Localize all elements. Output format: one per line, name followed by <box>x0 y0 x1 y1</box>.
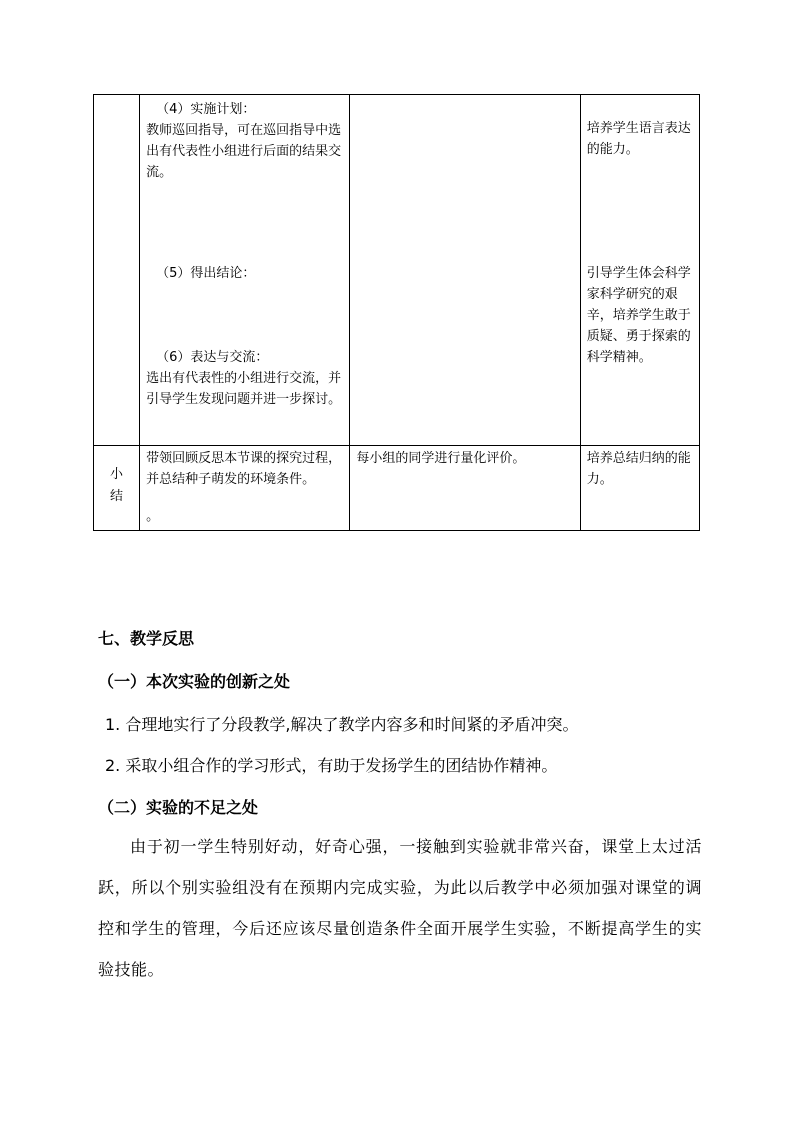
table-row <box>94 446 700 531</box>
lesson-plan-table <box>93 94 700 531</box>
stage-cell <box>94 95 140 446</box>
summary-student-text: 每小组的同学进行量化评价。 <box>356 451 526 466</box>
step-6-body: 选出有代表性的小组进行交流，并引导学生发现问题并进一步探讨。 <box>146 371 342 407</box>
student-activity-cell <box>350 446 580 531</box>
teacher-activity-cell <box>140 446 350 531</box>
stage-label-char-2: 结 <box>110 489 124 504</box>
step-5-title: （5）得出结论： <box>156 266 256 281</box>
subsection-title-innovation: （一）本次实验的创新之处 <box>98 672 291 691</box>
stage-cell-summary <box>94 446 140 531</box>
list-item: 1. 合理地实行了分段教学,解决了教学内容多和时间紧的矛盾冲突。 <box>105 715 579 734</box>
list-item: 2. 采取小组合作的学习形式，有助于发扬学生的团结协作精神。 <box>105 756 558 775</box>
student-activity-cell <box>350 95 580 446</box>
step-6-title: （6）表达与交流： <box>156 350 269 365</box>
section-title: 七、教学反思 <box>98 629 195 648</box>
step-4-body: 教师巡回指导，可在巡回指导中选出有代表性小组进行后面的结果交流。 <box>146 123 342 180</box>
reflection-paragraph: 由于初一学生特别好动，好奇心强，一接触到实验就非常兴奋，课堂上太过活跃，所以个别实验组没有在预期内完成实验，为此以后教学中必须加强对课堂的调控和学生的管理，今后还应该尽量创造条件全面开展学生实验，不断提高学生的实验技能。 <box>98 837 702 979</box>
intent-language: 培养学生语言表达的能力。 <box>586 121 691 157</box>
summary-intent-text: 培养总结归纳的能力。 <box>586 451 691 487</box>
teacher-activity-cell <box>140 95 350 446</box>
intent-science-spirit: 引导学生体会科学家科学研究的艰辛，培养学生敢于质疑、勇于探索的科学精神。 <box>586 266 691 365</box>
summary-teacher-text: 带领回顾反思本节课的探究过程，并总结种子萌发的环境条件。 <box>146 451 342 487</box>
design-intent-cell <box>580 95 699 446</box>
stage-label-char-1: 小 <box>110 467 124 482</box>
summary-teacher-tail: 。 <box>146 509 160 524</box>
table-row <box>94 95 700 446</box>
design-intent-cell <box>580 446 699 531</box>
step-4-title: （4）实施计划： <box>156 102 256 117</box>
subsection-title-shortcomings: （二）实验的不足之处 <box>98 798 259 817</box>
